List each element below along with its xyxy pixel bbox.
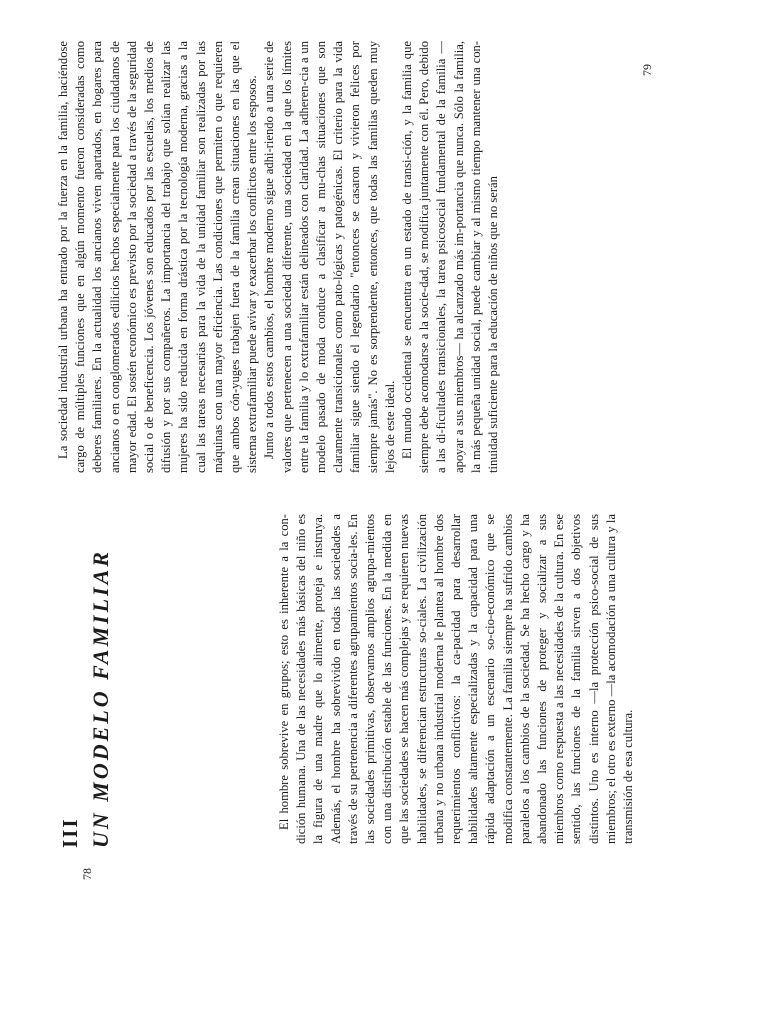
paragraph: Junto a todos estos cambios, el hombre moderno sigue adhi-riendo a una serie de valores que pertenecen a una sociedad diferente, una sociedad en la que los límites entre la familia y lo extrafamiliar están delineados con claridad. La adheren-cia a un modelo pasado de moda conduce a clasificar a mu-chas situaciones que son claramente transicionales como pato-lógicas y patogénicas. El criterio para la vida familiar sigue siendo el legendario "entonces se casaron y vivieron felices por siempre jamás". No es sorprendente, entonces, que todas las familias queden muy lejos de este ideal. — [262, 41, 397, 473]
right-text-column — [55, 41, 502, 473]
paragraph: El hombre sobrevive en grupos; esto es inherente a la con-dición humana. Una de las necesidades más básicas del niño es la figura de una madre que lo alimente, proteja e instruya. Además, el hombre ha sobrevivido en todas las sociedades a través de su pertenencia a diferentes agrupamientos socia-les. En las sociedades primitivas, observamos amplios agrupa-mientos con una distribución estable de las funciones. En la medida en que las sociedades se hacen más complejas y se requieren nuevas habilidades, se diferencian estructuras so-ciales. La civilización urbana y no urbana industrial moderna le plantea al hombre dos requerimientos conflictivos: la ca-pacidad para desarrollar habilidades altamente especializadas y la capacidad para una rápida adaptación a un escenario so-cio-económico que se modifica constantemente. La familia siempre ha sufrido cambios paralelos a los cambios de la sociedad. Se ha hecho cargo y ha abandonado las funciones de proteger y socializar a sus miembros como respuesta a las necesidades de la cultura. En ese sentido, las funciones de la familia sirven a dos objetivos distintos. Uno es interno —la protección psico-social de sus miembros; el otro es externo —la acomodación a una cultura y la transmisión de esa cultura. — [277, 514, 636, 844]
left-page — [0, 512, 768, 1024]
page-number-left: 78 — [80, 868, 94, 880]
chapter-number: III — [58, 817, 82, 848]
paragraph: La sociedad industrial urbana ha entrado por la fuerza en la familia, haciéndose cargo de múltiples funciones que en algún momento fueron consideradas como deberes familiares. En la actualidad los ancianos viven apartados, en hogares para ancianos o en conglomerados edilicios hechos especialmente para los ciudadanos de mayor edad. El sostén económico es previsto por la sociedad a través de la seguridad social o de beneficencia. Los jóvenes son educados por las escuelas, los medios de difusión y por sus compañeros. La importancia del trabajo que solían realizar las mujeres ha sido reducida en forma drástica por la tecnología moderna, gracias a la cual las tareas necesarias para la vida de la unidad familiar son realizadas por las máquinas con una mayor eficiencia. Las condiciones que permiten o que requieren que ambos cón-yuges trabajen fuera de la familia crean situaciones en las que el sistema extrafamiliar puede avivar y exacerbar los conflictos entre los esposos. — [56, 41, 260, 473]
paragraph: El mundo occidental se encuentra en un estado de transi-ción, y la familia que siempre debe acomodarse a la socie-dad, se modifica juntamente con él. Pero, debido a las di-ficultades transicionales, la tarea psicosocial fundamental de la familia —apoyar a sus miembros— ha alcanzado más im-portancia que nunca. Sólo la familia, la más pequeña unidad social, puede cambiar y al mismo tiempo mantener una con-tinuidad suficiente para la educación de niños que no serán — [400, 41, 501, 473]
chapter-title: UN MODELO FAMILIAR — [88, 549, 113, 848]
left-text-column — [276, 514, 637, 844]
page-number-right: 79 — [640, 64, 654, 76]
